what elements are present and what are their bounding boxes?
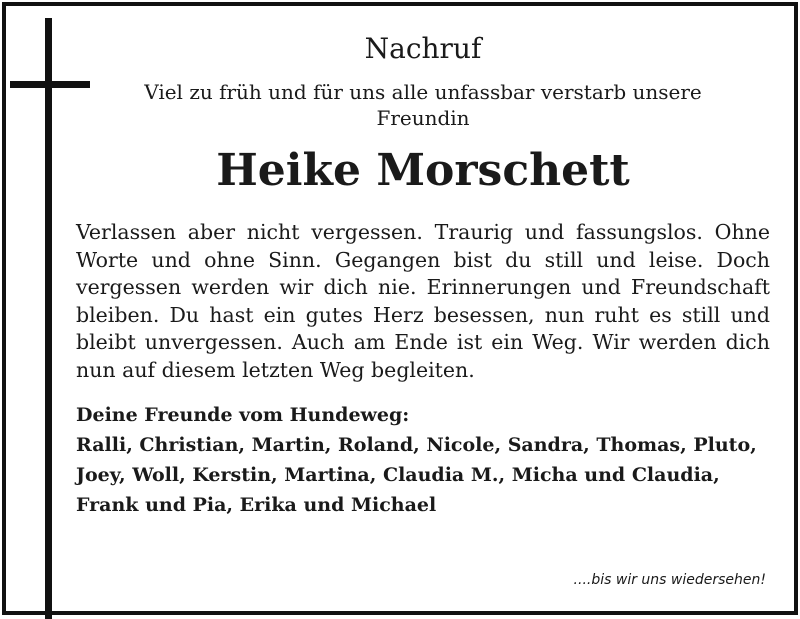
- closing-line: ....bis wir uns wiedersehen!: [573, 572, 766, 588]
- deceased-name: Heike Morschett: [216, 145, 630, 196]
- cross-icon: [45, 18, 52, 619]
- notice-heading: Nachruf: [364, 32, 482, 65]
- poem-text: Verlassen aber nicht vergessen. Traurig und fassungslos. Ohne Worte und ohne Sinn. Gegangen bist du still und leise. Doch vergessen werden wir dich nie. Erinnerungen und Freundschaft bleiben. Du hast ein gutes Herz besessen, nun ruht es still und bleibt unvergessen. Auch am Ende ist ein Weg. Wir werden dich nun auf diesem letzten Weg begleiten.: [76, 220, 770, 382]
- notice-intro: Viel zu früh und für uns alle unfassbar verstarb unsere Freundin: [144, 80, 702, 130]
- obituary-frame: [2, 2, 798, 615]
- friends-title: Deine Freunde vom Hundeweg:: [76, 404, 410, 426]
- friends-names: Ralli, Christian, Martin, Roland, Nicole, Sandra, Thomas, Pluto, Joey, Woll, Kerstin, Martina, Claudia M., Micha und Claudia, Frank und Pia, Erika und Michael: [76, 434, 757, 516]
- obituary-content: [76, 30, 770, 520]
